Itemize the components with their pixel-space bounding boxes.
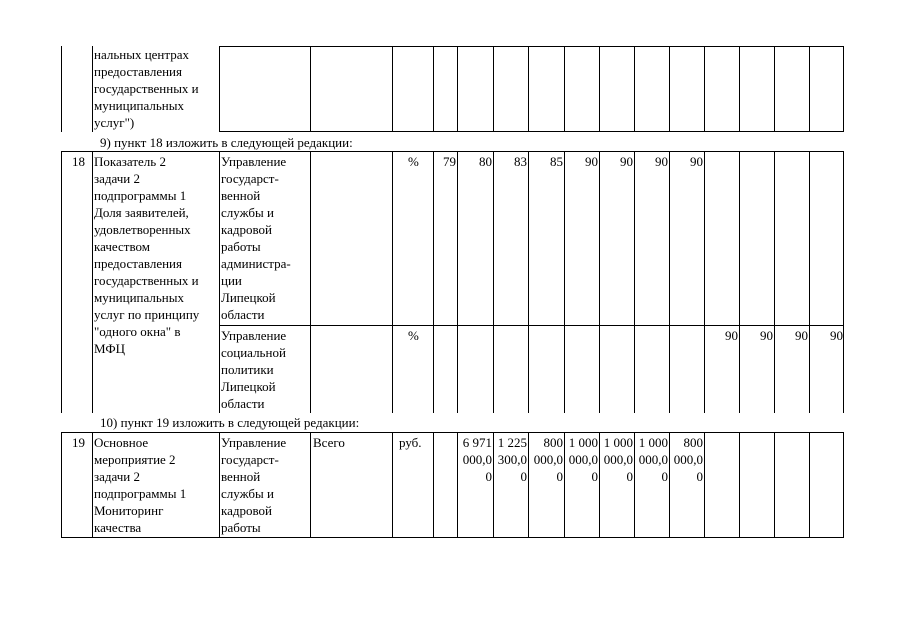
executor-line: ции bbox=[221, 273, 242, 288]
value-cell: 800 bbox=[543, 435, 563, 450]
value-cell: 80 bbox=[479, 154, 492, 169]
indicator-name-line: муниципальных bbox=[94, 290, 185, 305]
top-name-line: муниципальных bbox=[94, 98, 185, 113]
executor-line: Управление bbox=[221, 154, 287, 169]
funding-source: Всего bbox=[313, 435, 345, 450]
note-point-19: 10) пункт 19 изложить в следующей редакции: bbox=[100, 415, 360, 430]
value-cell: 85 bbox=[550, 154, 563, 169]
executor-line: социальной bbox=[221, 345, 286, 360]
activity-name-line: качества bbox=[94, 520, 142, 535]
value-cell: 0 bbox=[520, 469, 527, 484]
executor-line: венной bbox=[221, 469, 261, 484]
value-cell: 90 bbox=[795, 328, 808, 343]
row-number: 18 bbox=[72, 154, 85, 169]
value-cell: 0 bbox=[696, 469, 703, 484]
indicator-name-line: задачи 2 bbox=[94, 171, 141, 186]
activity-name-line: мероприятие 2 bbox=[94, 452, 176, 467]
row-number: 19 bbox=[72, 435, 85, 450]
value-cell: 1 000 bbox=[568, 435, 598, 450]
executor-line: Липецкой bbox=[221, 290, 276, 305]
indicator-name-line: "одного окна" в bbox=[94, 324, 181, 339]
executor-line: работы bbox=[221, 239, 261, 254]
value-cell: 83 bbox=[514, 154, 527, 169]
value-cell: 90 bbox=[690, 154, 703, 169]
indicator-name-line: МФЦ bbox=[94, 341, 126, 356]
indicator-name-line: удовлетворенных bbox=[94, 222, 191, 237]
indicator-name-line: качеством bbox=[94, 239, 150, 254]
executor-line: политики bbox=[221, 362, 274, 377]
value-cell: 1 000 bbox=[638, 435, 668, 450]
value-cell: 000,0 bbox=[568, 452, 598, 467]
executor-line: Управление bbox=[221, 328, 287, 343]
note-point-18: 9) пункт 18 изложить в следующей редакции: bbox=[100, 135, 353, 150]
value-cell: 90 bbox=[655, 154, 668, 169]
executor-line: службы и bbox=[221, 205, 274, 220]
value-cell: 800 bbox=[683, 435, 703, 450]
indicator-name-line: Показатель 2 bbox=[94, 154, 166, 169]
value-cell: 0 bbox=[626, 469, 633, 484]
executor-line: области bbox=[221, 396, 265, 411]
activity-name-line: задачи 2 bbox=[94, 469, 141, 484]
top-name-line: предоставления bbox=[94, 64, 182, 79]
activity-name-line: Мониторинг bbox=[94, 503, 164, 518]
executor-line: работы bbox=[221, 520, 261, 535]
unit-cell: % bbox=[408, 328, 419, 343]
top-name-line: нальных центрах bbox=[94, 47, 189, 62]
value-cell: 90 bbox=[585, 154, 598, 169]
top-name-line: услуг") bbox=[94, 115, 135, 130]
value-cell: 90 bbox=[725, 328, 738, 343]
value-cell: 90 bbox=[830, 328, 843, 343]
value-cell: 000,0 bbox=[638, 452, 668, 467]
value-cell: 000,0 bbox=[533, 452, 563, 467]
value-cell: 0 bbox=[485, 469, 492, 484]
value-cell: 000,0 bbox=[603, 452, 633, 467]
activity-name-line: подпрограммы 1 bbox=[94, 486, 187, 501]
value-cell: 0 bbox=[591, 469, 598, 484]
executor-line: области bbox=[221, 307, 265, 322]
executor-line: Управление bbox=[221, 435, 287, 450]
top-name-line: государственных и bbox=[94, 81, 199, 96]
value-cell: 000,0 bbox=[673, 452, 703, 467]
unit-cell: руб. bbox=[399, 435, 422, 450]
executor-line: венной bbox=[221, 188, 261, 203]
activity-name-line: Основное bbox=[94, 435, 149, 450]
value-cell: 1 225 bbox=[497, 435, 527, 450]
value-cell: 90 bbox=[760, 328, 773, 343]
executor-line: службы и bbox=[221, 486, 274, 501]
indicator-name-line: Доля заявителей, bbox=[94, 205, 189, 220]
value-cell: 6 971 bbox=[462, 435, 492, 450]
value-cell: 79 bbox=[443, 154, 456, 169]
executor-line: государст- bbox=[221, 171, 279, 186]
unit-cell: % bbox=[408, 154, 419, 169]
executor-line: Липецкой bbox=[221, 379, 276, 394]
value-cell: 000,0 bbox=[462, 452, 492, 467]
value-cell: 300,0 bbox=[497, 452, 527, 467]
value-cell: 1 000 bbox=[603, 435, 633, 450]
executor-line: кадровой bbox=[221, 222, 273, 237]
executor-line: государст- bbox=[221, 452, 279, 467]
value-cell: 90 bbox=[620, 154, 633, 169]
value-cell: 0 bbox=[556, 469, 563, 484]
indicator-name-line: государственных и bbox=[94, 273, 199, 288]
indicator-name-line: подпрограммы 1 bbox=[94, 188, 187, 203]
executor-line: администра- bbox=[221, 256, 291, 271]
value-cell: 0 bbox=[661, 469, 668, 484]
executor-line: кадровой bbox=[221, 503, 273, 518]
indicator-name-line: предоставления bbox=[94, 256, 182, 271]
indicator-name-line: услуг по принципу bbox=[94, 307, 200, 322]
